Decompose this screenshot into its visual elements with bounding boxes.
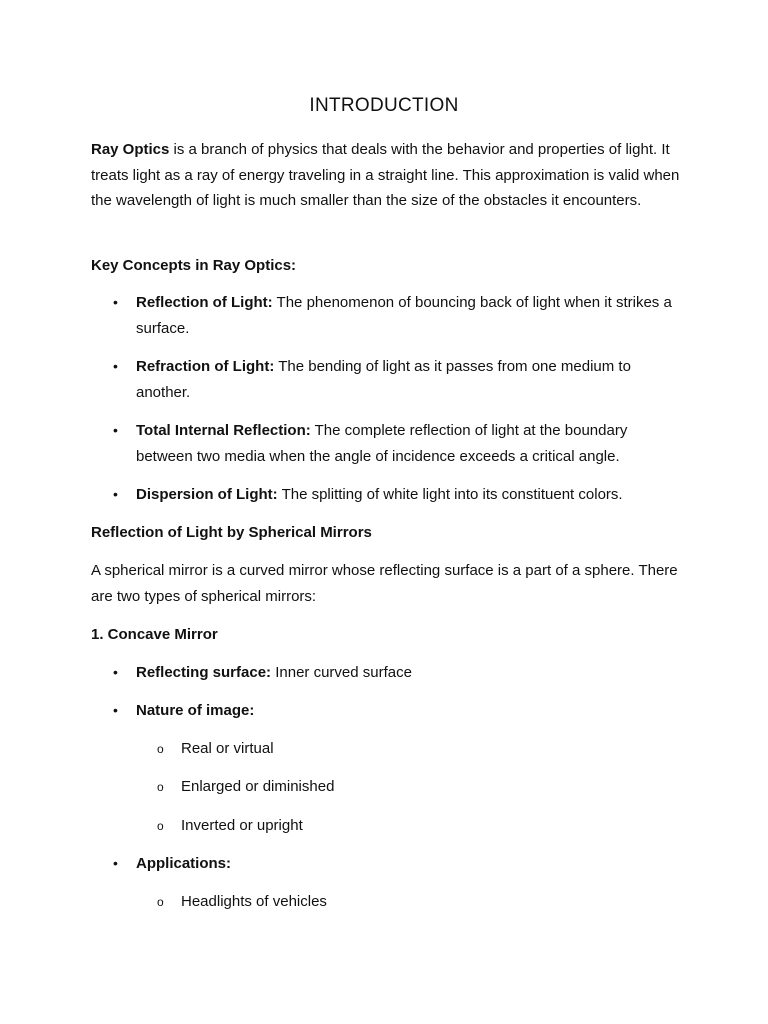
sub-bullet-marker: o: [157, 895, 164, 909]
sub-list-item: Headlights of vehicles: [181, 893, 327, 910]
key-concepts-heading: Key Concepts in Ray Optics:: [91, 257, 297, 274]
mirrors-heading: Reflection of Light by Spherical Mirrors: [91, 524, 372, 541]
page-title: INTRODUCTION: [309, 95, 459, 116]
intro-term: Ray Optics: [91, 141, 170, 158]
concave-heading: 1. Concave Mirror: [91, 626, 218, 643]
list-item: Applications:: [136, 855, 232, 872]
bullet-marker: •: [113, 422, 118, 438]
list-item: Dispersion of Light: The splitting of white light into its constituent colors.: [136, 486, 623, 503]
bullet-marker: •: [113, 294, 118, 310]
mirrors-intro: A spherical mirror is a curved mirror whose reflecting surface is a part of a sphere. There are two types of spherical mirrors:: [91, 562, 678, 605]
intro-paragraph: [91, 137, 691, 214]
list-item: Refraction of Light: The bending of light as it passes from one medium to another.: [136, 358, 631, 401]
bullet-marker: •: [113, 664, 118, 680]
sub-bullet-marker: o: [157, 819, 164, 833]
sub-bullet-marker: o: [157, 780, 164, 794]
sub-bullet-marker: o: [157, 742, 164, 756]
sub-list-item: Real or virtual: [181, 740, 274, 757]
intro-text: is a branch of physics that deals with the behavior and properties of light. It treats light as a ray of energy traveling in a straight line. This approximation is valid when the wavelength of light is much smaller than the size of the obstacles it encounters.: [91, 141, 680, 209]
bullet-marker: •: [113, 358, 118, 374]
bullet-marker: •: [113, 486, 118, 502]
list-item: Nature of image:: [136, 702, 255, 719]
sub-list-item: Enlarged or diminished: [181, 778, 335, 795]
list-item: Reflection of Light: The phenomenon of bouncing back of light when it strikes a surface.: [136, 294, 672, 337]
sub-list-item: Inverted or upright: [181, 817, 303, 834]
list-item: Reflecting surface: Inner curved surface: [136, 664, 412, 681]
bullet-marker: •: [113, 702, 118, 718]
list-item: Total Internal Reflection: The complete reflection of light at the boundary between two media when the angle of incidence exceeds a critical angle.: [136, 422, 628, 465]
bullet-marker: •: [113, 855, 118, 871]
